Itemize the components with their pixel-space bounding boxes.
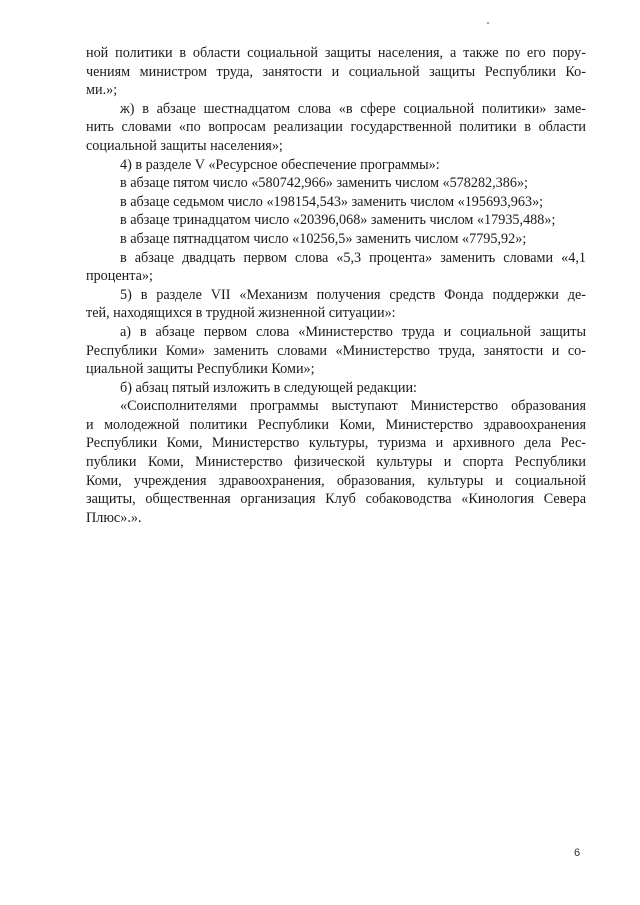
document-line: ми.»;: [86, 82, 118, 99]
document-line: тей, находящихся в трудной жизненной ситуации»:: [86, 305, 396, 322]
document-line: циальной защиты Республики Коми»;: [86, 361, 315, 378]
document-line: в абзаце тринадцатом число «20396,068» заменить числом «17935,488»;: [120, 212, 556, 229]
document-line: и молодежной политики Республики Коми, Министерство здравоохранения: [86, 416, 586, 433]
document-line: Республики Коми, Министерство культуры, туризма и архивного дела Рес-: [86, 435, 586, 452]
document-line: чениям министром труда, занятости и социальной защиты Республики Ко-: [86, 63, 586, 80]
document-line: в абзаце пятом число «580742,966» заменить числом «578282,386»;: [120, 175, 529, 192]
document-line: ж) в абзаце шестнадцатом слова «в сфере социальной политики» заме-: [120, 100, 586, 117]
document-line: в абзаце пятнадцатом число «10256,5» заменить числом «7795,92»;: [120, 230, 527, 247]
page-number: 6: [574, 847, 581, 859]
document-body: [86, 44, 586, 527]
document-line: «Соисполнителями программы выступают Министерство образования: [120, 398, 586, 415]
document-line: в абзаце двадцать первом слова «5,3 процента» заменить словами «4,1: [120, 249, 586, 266]
document-line: в абзаце седьмом число «198154,543» заменить числом «195693,963»;: [120, 193, 544, 210]
document-line: Плюс».».: [86, 509, 142, 526]
document-line: Коми, учреждения здравоохранения, образования, культуры и социальной: [86, 472, 586, 489]
document-line: социальной защиты населения»;: [86, 137, 283, 154]
document-line: публики Коми, Министерство физической культуры и спорта Республики: [86, 454, 586, 471]
document-line: б) абзац пятый изложить в следующей редакции:: [120, 379, 418, 396]
scan-speck: [487, 22, 489, 24]
document-line: а) в абзаце первом слова «Министерство труда и социальной защиты: [120, 323, 586, 340]
document-line: 4) в разделе V «Ресурсное обеспечение программы»:: [120, 156, 440, 173]
document-line: 5) в разделе VII «Механизм получения средств Фонда поддержки де-: [120, 286, 586, 303]
document-line: ной политики в области социальной защиты населения, а также по его пору-: [86, 45, 586, 61]
document-line: Республики Коми» заменить словами «Министерство труда, занятости и со-: [86, 342, 586, 359]
document-line: нить словами «по вопросам реализации государственной политики в области: [86, 119, 586, 136]
document-line: защиты, общественная организация Клуб собаководства «Кинология Севера: [86, 491, 586, 508]
document-line: процента»;: [86, 268, 153, 285]
